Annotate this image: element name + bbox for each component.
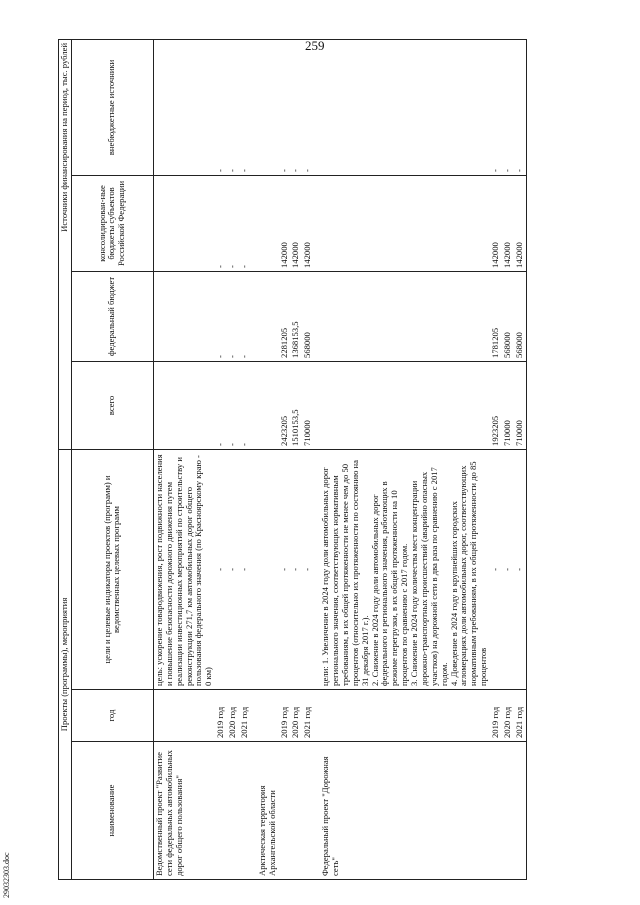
total-cell: 710000 <box>514 361 526 449</box>
federal-cell: 568000 <box>502 271 514 361</box>
table-row <box>290 39 302 879</box>
funding-cell-empty <box>257 175 279 271</box>
extra-cell: - <box>239 39 251 175</box>
extra-cell: - <box>215 39 227 175</box>
extra-cell: - <box>227 39 239 175</box>
project-goals: цели: 1. Увеличение в 2024 году доли автомобильных дорог регионального значения, соответствующих нормативным требованиям, в их общей протяженности не менее чем до 50 процентов (относительно их протяженности по состоянию на 31 декабря 2017 г.). 2. Снижение в 2024 году доли автомобильных дорог федерального и регионального значения, работающих в режиме перегрузки, в их общей протяженности на 10 процентов по сравнению с 2017 годом. 3. Снижение в 2024 году количества мест концентрации дорожно-транспортных происшествий (аварийно опасных участков) на дорожной сети в два раза по сравнению с 2017 годом. 4. Доведение в 2024 году в крупнейших городских агломерациях доли автомобильных дорог, соответствующих нормативным требованиям, в их общей протяженности до 85 процентов <box>320 449 490 689</box>
funding-cell-empty <box>153 271 215 361</box>
name-cell-empty <box>514 742 526 880</box>
funding-cell-empty <box>320 175 490 271</box>
year-cell: 2019 год <box>215 690 227 742</box>
total-cell: - <box>215 361 227 449</box>
year-cell-empty <box>257 690 279 742</box>
regional-cell: 142000 <box>490 175 502 271</box>
funding-cell-empty <box>153 39 215 175</box>
regional-cell: 142000 <box>279 175 291 271</box>
regional-cell: - <box>215 175 227 271</box>
year-cell: 2020 год <box>227 690 239 742</box>
extra-cell: - <box>279 39 291 175</box>
name-cell-empty <box>490 742 502 880</box>
goal-cell: - <box>227 449 239 689</box>
regional-cell: 142000 <box>290 175 302 271</box>
extra-cell: - <box>514 39 526 175</box>
document-code: 29032303.doc <box>2 852 11 898</box>
regional-cell: 142000 <box>502 175 514 271</box>
project-goals <box>257 449 279 689</box>
year-cell: 2021 год <box>239 690 251 742</box>
col-goals-header: цели и целевые индикаторы проектов (программ) и ведомственных целевых программ <box>71 449 153 689</box>
table-row <box>279 39 291 879</box>
year-cell-empty <box>153 690 215 742</box>
projects-group-header: Проекты (программы), мероприятия <box>59 449 72 879</box>
goal-cell: - <box>514 449 526 689</box>
funding-cell-empty <box>257 271 279 361</box>
year-cell: 2019 год <box>279 690 291 742</box>
total-cell: 1510153,5 <box>290 361 302 449</box>
name-cell-empty <box>215 742 227 880</box>
regional-cell: 142000 <box>302 175 314 271</box>
federal-cell: 1368153,5 <box>290 271 302 361</box>
table-row <box>227 39 239 879</box>
total-cell: 710000 <box>302 361 314 449</box>
funding-cell-empty <box>257 361 279 449</box>
year-cell: 2019 год <box>490 690 502 742</box>
year-cell: 2020 год <box>502 690 514 742</box>
table-row <box>514 39 526 879</box>
col-extra-header: внебюджетные источники <box>71 39 153 175</box>
year-cell-empty <box>320 690 490 742</box>
total-cell: - <box>239 361 251 449</box>
table-row <box>215 39 227 879</box>
funding-cell-empty <box>257 39 279 175</box>
funding-cell-empty <box>320 271 490 361</box>
goal-cell: - <box>215 449 227 689</box>
extra-cell: - <box>502 39 514 175</box>
federal-cell: 568000 <box>514 271 526 361</box>
regional-cell: 142000 <box>514 175 526 271</box>
table-body <box>153 39 526 879</box>
name-cell-empty <box>227 742 239 880</box>
section-heading-row <box>320 39 490 879</box>
federal-cell: 568000 <box>302 271 314 361</box>
project-name: Ведомственный проект "Развитие сети федеральных автомобильных дорог общего пользования" <box>153 742 215 880</box>
funding-cell-empty <box>320 361 490 449</box>
year-cell: 2021 год <box>514 690 526 742</box>
goal-cell: - <box>290 449 302 689</box>
name-cell-empty <box>502 742 514 880</box>
extra-cell: - <box>490 39 502 175</box>
col-year-header: год <box>71 690 153 742</box>
section-heading-row <box>153 39 215 879</box>
col-regional-header: консолидирован-ные бюджеты субъектов Российской Федерации <box>71 175 153 271</box>
col-total-header: всего <box>71 361 153 449</box>
funding-cell-empty <box>153 175 215 271</box>
name-cell-empty <box>302 742 314 880</box>
table-row <box>302 39 314 879</box>
regional-cell: - <box>239 175 251 271</box>
regional-cell: - <box>227 175 239 271</box>
year-cell: 2021 год <box>302 690 314 742</box>
table-row <box>490 39 502 879</box>
total-cell: - <box>227 361 239 449</box>
col-federal-header: федеральный бюджет <box>71 271 153 361</box>
extra-cell: - <box>302 39 314 175</box>
federal-cell: - <box>215 271 227 361</box>
funding-cell-empty <box>153 361 215 449</box>
table-row <box>502 39 514 879</box>
federal-cell: 1781205 <box>490 271 502 361</box>
total-cell: 2423205 <box>279 361 291 449</box>
extra-cell: - <box>290 39 302 175</box>
project-goals: цель: ускорение товародвижения, рост подвижности населения и повышение безопасности дорожного движения путем реализации инвестиционных мероприятий по строительству и реконструкции 271,7 км автомобильных дорог общего пользования федерального значения (по Красноярскому краю - 0 км) <box>153 449 215 689</box>
federal-cell: - <box>239 271 251 361</box>
year-cell: 2020 год <box>290 690 302 742</box>
financing-table <box>58 39 527 880</box>
project-name: Федеральный проект "Дорожная сеть" <box>320 742 490 880</box>
sources-group-header: Источники финансирования на период, тыс. рублей <box>59 39 72 449</box>
name-cell-empty <box>290 742 302 880</box>
goal-cell: - <box>239 449 251 689</box>
section-heading-row <box>257 39 279 879</box>
goal-cell: - <box>490 449 502 689</box>
goal-cell: - <box>302 449 314 689</box>
rotated-table-container <box>58 40 578 880</box>
federal-cell: 2281205 <box>279 271 291 361</box>
total-cell: 1923205 <box>490 361 502 449</box>
table-row <box>239 39 251 879</box>
federal-cell: - <box>227 271 239 361</box>
project-name: Арктическая территория Архангельской области <box>257 742 279 880</box>
name-cell-empty <box>279 742 291 880</box>
col-name-header: наименование <box>71 742 153 880</box>
funding-cell-empty <box>320 39 490 175</box>
name-cell-empty <box>239 742 251 880</box>
goal-cell: - <box>502 449 514 689</box>
total-cell: 710000 <box>502 361 514 449</box>
goal-cell: - <box>279 449 291 689</box>
page-number: 259 <box>305 38 325 53</box>
